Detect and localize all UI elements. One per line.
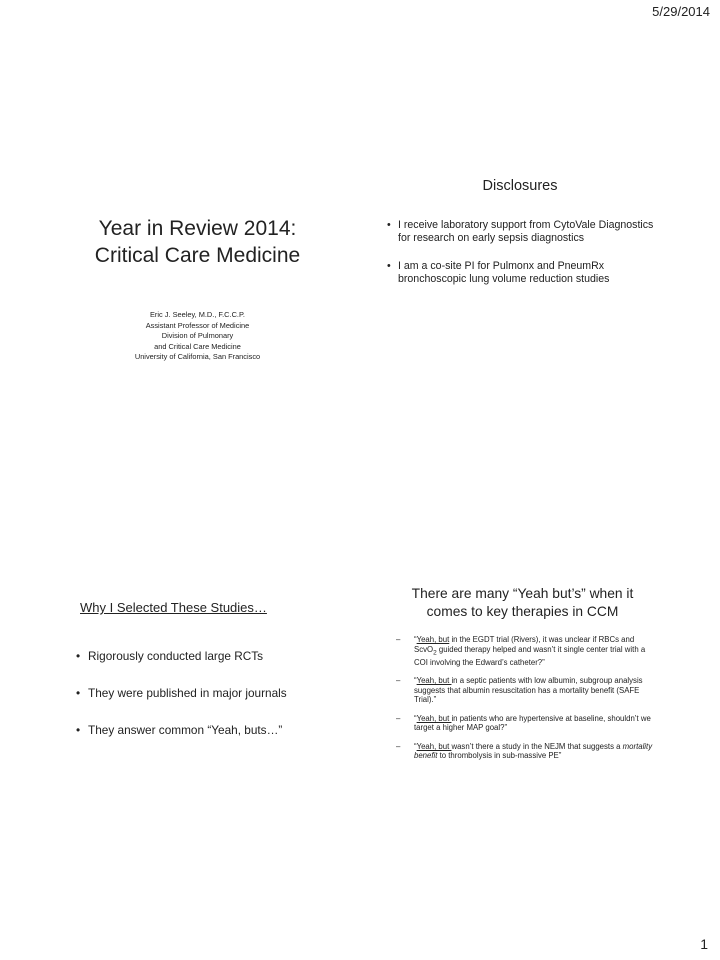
open-quote: “ <box>414 635 417 644</box>
item-text: wasn’t there a study in the NEJM that suggests a <box>451 741 623 751</box>
yeah-but-item <box>390 676 655 705</box>
yeah-but-item <box>390 635 655 667</box>
open-quote: “ <box>414 741 417 751</box>
slide-title-heading <box>70 215 325 269</box>
slide-why-selected <box>70 600 330 737</box>
yeah-but-lead: Yeah, but <box>416 713 452 723</box>
page-number: 1 <box>700 936 708 952</box>
item-text: guided therapy helped and wasn’t it single center trial with a COI involving the Edward’s catheter?” <box>414 644 646 667</box>
slide-yeah-buts <box>390 585 655 761</box>
item-text: in patients who are hypertensive at baseline, shouldn’t we target a higher MAP goal?” <box>414 713 651 733</box>
slide-title <box>70 215 325 363</box>
author-info <box>70 310 325 363</box>
item-emphasis: mortality benefit <box>414 741 653 761</box>
why-bullet: • They were published in major journals <box>70 686 330 700</box>
author-line: Assistant Professor of Medicine <box>145 320 250 330</box>
yeah-but-lead: Yeah, but <box>416 635 450 644</box>
item-text: in the EGDT trial (Rivers), it was unclear if RBCs and ScvO <box>414 635 635 654</box>
author-line: and Critical Care Medicine <box>154 341 241 351</box>
why-bullet: • Rigorously conducted large RCTs <box>70 649 330 663</box>
yeah-but-item <box>390 742 655 761</box>
open-quote: “ <box>414 713 417 723</box>
item-text: in a septic patients with low albumin, subgroup analysis suggests that albumin resuscitation has a mortality benefit (SAFE Trial).” <box>414 676 643 705</box>
disclosure-bullet: • I am a co-site PI for Pulmonx and PneumRx bronchoscopic lung volume reduction studies <box>385 260 655 286</box>
yeah-but-item <box>390 714 655 733</box>
yeah-but-lead: Yeah, but <box>416 676 452 686</box>
item-text: to thrombolysis in sub-massive PE” <box>437 751 562 761</box>
author-line: Division of Pulmonary <box>161 331 234 341</box>
disclosures-heading: Disclosures <box>482 178 558 194</box>
slide-disclosures <box>385 178 655 286</box>
subscript: 2 <box>433 649 437 657</box>
author-line: University of California, San Francisco <box>134 352 261 362</box>
why-selected-heading: Why I Selected These Studies… <box>80 600 267 615</box>
open-quote: “ <box>414 676 417 686</box>
page-date: 5/29/2014 <box>652 4 710 19</box>
author-line: Eric J. Seeley, M.D., F.C.C.P. <box>149 310 245 319</box>
disclosure-bullet: • I receive laboratory support from CytoVale Diagnostics for research on early sepsis diagnostics <box>385 219 655 245</box>
why-bullet: • They answer common “Yeah, buts…” <box>70 723 330 737</box>
title-line-1: Year in Review 2014: <box>98 217 297 240</box>
yeah-but-lead: Yeah, but <box>416 741 452 751</box>
title-line-2: Critical Care Medicine <box>94 244 301 267</box>
yeah-buts-heading: There are many “Yeah but’s” when it comes to key therapies in CCM <box>411 586 634 619</box>
